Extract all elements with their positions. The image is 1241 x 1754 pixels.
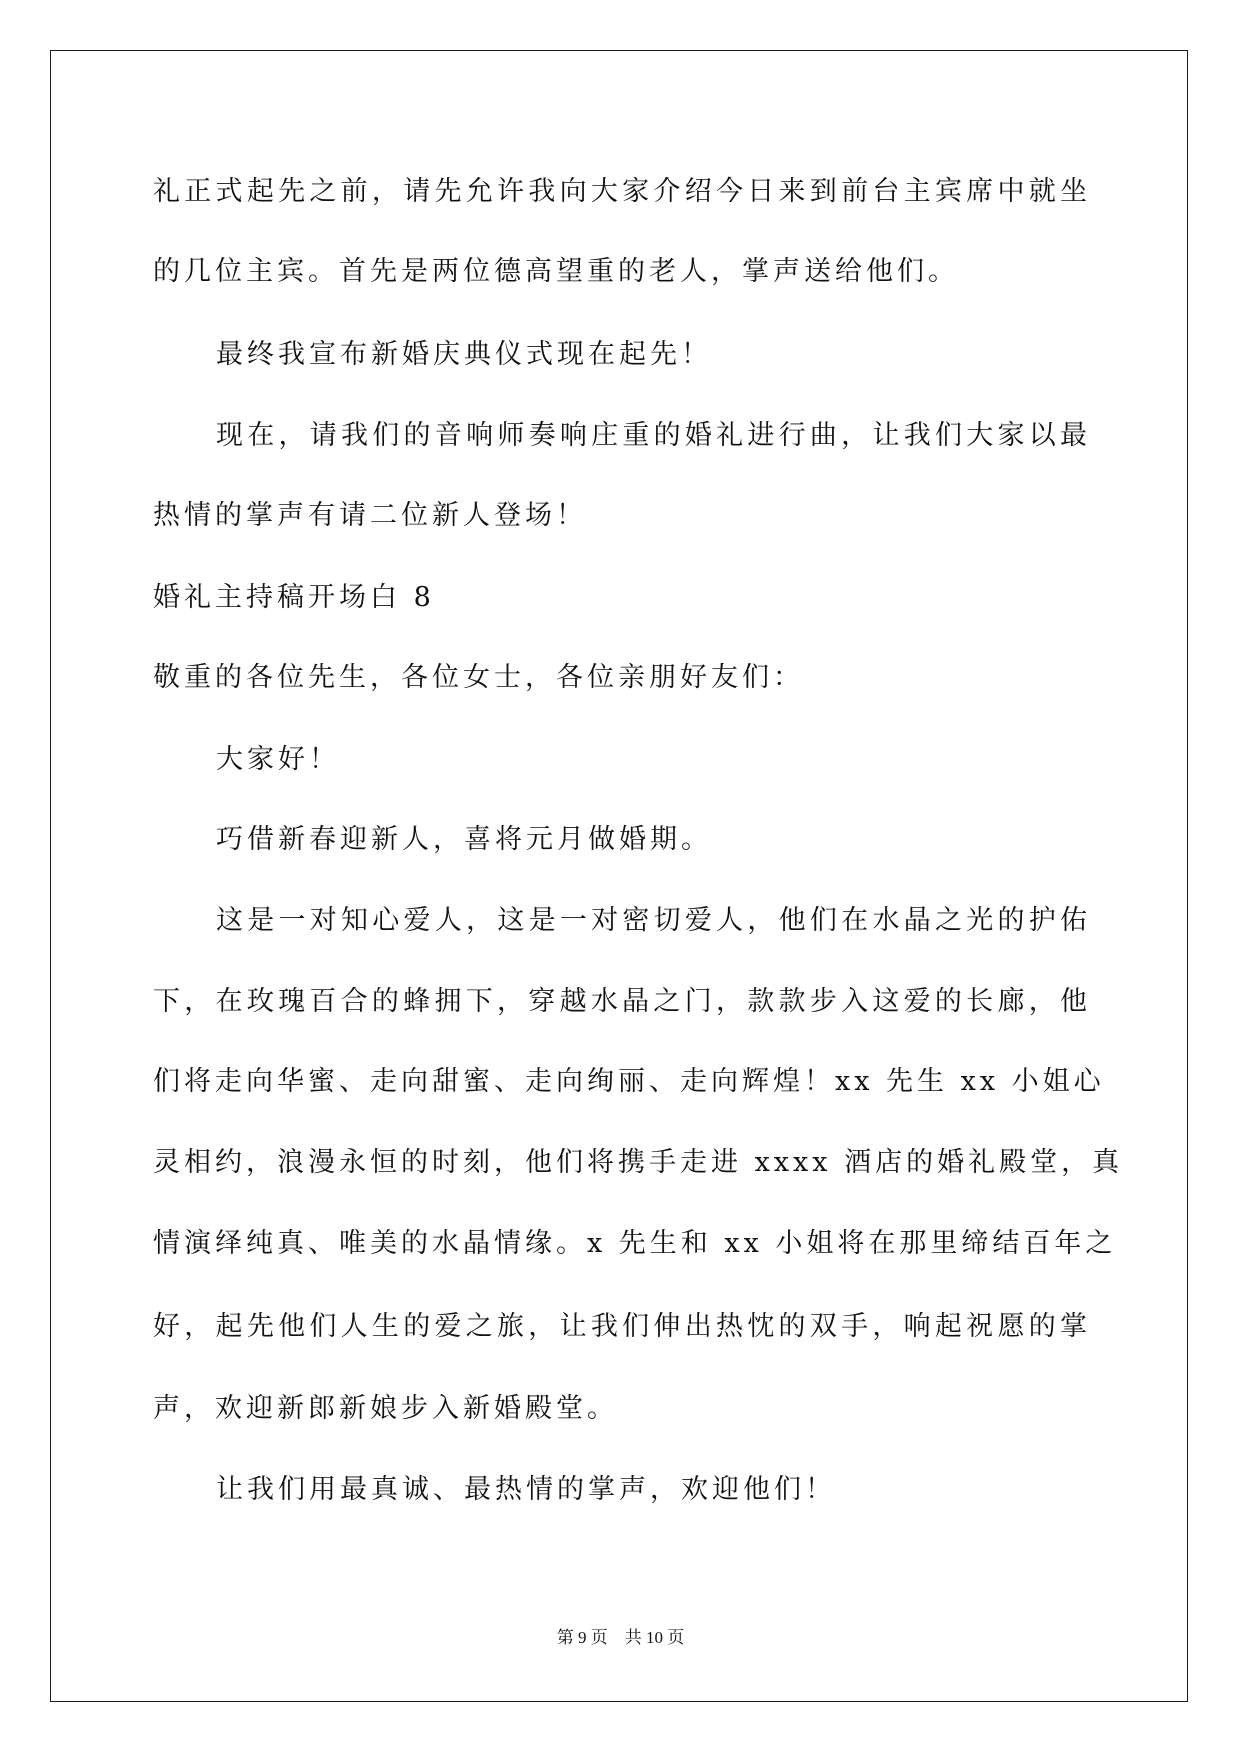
paragraph-line: 下，在玫瑰百合的蜂拥下，穿越水晶之门，款款步入这爱的长廊，他	[153, 986, 1091, 1017]
section-heading: 婚礼主持稿开场白 8	[153, 582, 435, 613]
paragraph-line: 最终我宣布新婚庆典仪式现在起先！	[216, 339, 712, 370]
paragraph-line: 情演绎纯真、唯美的水晶情缘。x 先生和 xx 小姐将在那里缔结百年之	[153, 1228, 1117, 1259]
paragraph-line: 这是一对知心爱人，这是一对密切爱人，他们在水晶之光的护佑	[216, 905, 1091, 936]
page-border	[50, 50, 1188, 1702]
paragraph-line: 礼正式起先之前，请先允许我向大家介绍今日来到前台主宾席中就坐	[153, 176, 1091, 207]
paragraph-line: 们将走向华蜜、走向甜蜜、走向绚丽、走向辉煌！xx 先生 xx 小姐心	[153, 1066, 1105, 1097]
paragraph-line: 让我们用最真诚、最热情的掌声，欢迎他们！	[216, 1474, 836, 1505]
paragraph-line: 现在，请我们的音响师奏响庄重的婚礼进行曲，让我们大家以最	[216, 420, 1091, 451]
paragraph-line: 热情的掌声有请二位新人登场！	[153, 500, 587, 531]
paragraph-line: 声，欢迎新郎新娘步入新婚殿堂。	[153, 1393, 618, 1424]
salutation-line: 敬重的各位先生，各位女士，各位亲朋好友们：	[153, 662, 804, 693]
paragraph-line: 的几位主宾。首先是两位德高望重的老人，掌声送给他们。	[153, 256, 959, 287]
page-number-footer: 第 9 页 共 10 页	[556, 1628, 685, 1647]
paragraph-line: 好，起先他们人生的爱之旅，让我们伸出热忱的双手，响起祝愿的掌	[153, 1311, 1091, 1342]
paragraph-line: 灵相约，浪漫永恒的时刻，他们将携手走进 xxxx 酒店的婚礼殿堂，真	[153, 1147, 1124, 1178]
greeting-line: 大家好！	[216, 744, 340, 775]
paragraph-line: 巧借新春迎新人，喜将元月做婚期。	[216, 824, 712, 855]
